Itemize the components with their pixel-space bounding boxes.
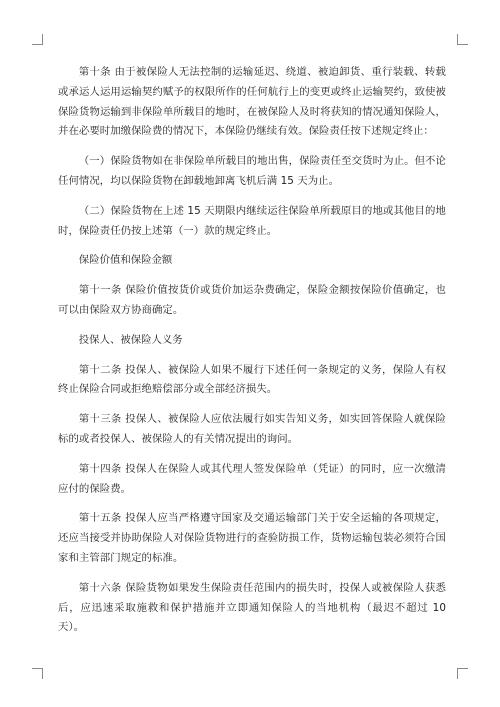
article-10-clause-1: （一）保险货物如在非保险单所载目的地出售，保险责任至交货时为止。但不论任何情况，均以保险货物在卸载地卸离飞机后满 15 天为止。	[58, 155, 446, 187]
article-15: 第十五条 投保人应当严格遵守国家及交通运输部门关于安全运输的各项规定，还应当接受并协助保险人对保险货物进行的查验防损工作，货物运输包装必须符合国家和主管部门规定的标准。	[58, 512, 446, 564]
article-10: 第十条 由于被保险人无法控制的运输延迟、绕道、被迫卸货、重行装载、转载或承运人运用运输契约赋予的权限所作的任何航行上的变更或终止运输契约，致使被保险货物运输到非保险单所载目的地时，在被保险人及时将获知的情况通知保险人，并在必要时加缴保险费的情况下，本保险仍继续有效。保险责任按下述规定终止：	[58, 66, 446, 138]
document-body	[58, 63, 446, 648]
crop-mark-top-left	[32, 34, 43, 45]
crop-mark-top-right	[457, 34, 468, 45]
section-heading-insured-value: 保险价值和保险金额	[78, 254, 173, 267]
section-heading-obligations: 投保人、被保险人义务	[78, 333, 183, 346]
article-14: 第十四条 投保人在保险人或其代理人签发保险单（凭证）的同时，应一次缴清应付的保险费。	[58, 462, 446, 495]
crop-mark-bottom-right	[457, 668, 468, 679]
article-13: 第十三条 投保人、被保险人应依法履行如实告知义务，如实回答保险人就保险标的或者投保人、被保险人的有关情况提出的询问。	[58, 413, 446, 445]
article-12: 第十二条 投保人、被保险人如果不履行下述任何一条规定的义务，保险人有权终止保险合同或拒绝赔偿部分或全部经济损失。	[58, 363, 446, 396]
article-11: 第十一条 保险价值按货价或货价加运杂费确定，保险金额按保险价值确定，也可以由保险双方协商确定。	[58, 284, 446, 316]
article-10-clause-2: （二）保险货物在上述 15 天期限内继续运往保险单所载原目的地或其他目的地时，保险责任仍按上述第（一）款的规定终止。	[58, 204, 446, 237]
crop-mark-bottom-left	[32, 668, 43, 679]
article-16: 第十六条 保险货物如果发生保险责任范围内的损失时，投保人或被保险人获悉后，应迅速采取施救和保护措施并立即通知保险人的当地机构（最迟不超过 10 天）。	[58, 581, 446, 634]
